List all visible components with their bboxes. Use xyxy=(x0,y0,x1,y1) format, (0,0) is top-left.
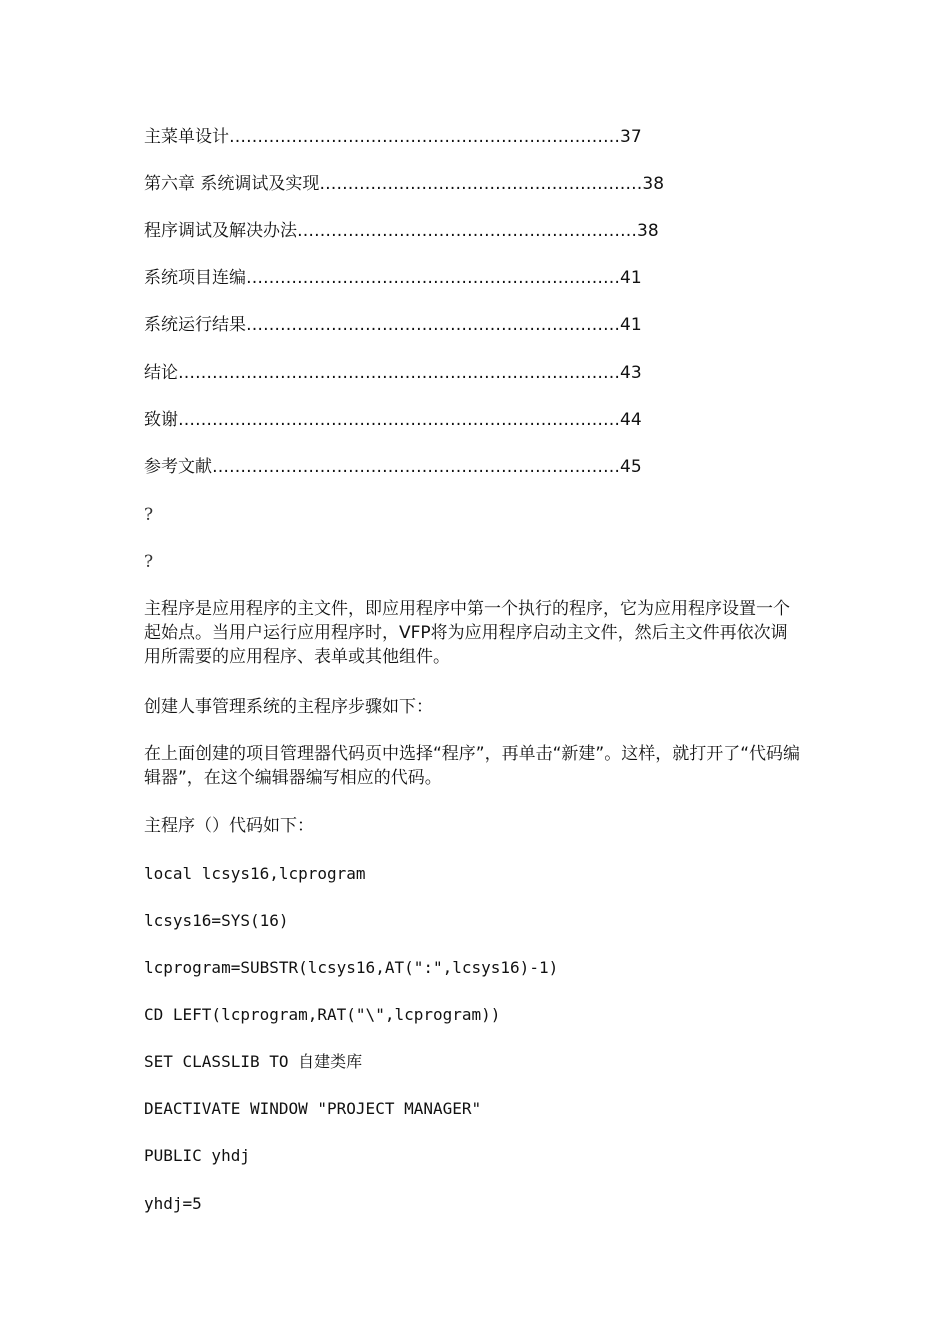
toc-page-number: 38 xyxy=(642,174,665,194)
toc-title: 致谢 xyxy=(144,410,178,430)
code-line: local lcsys16,lcprogram xyxy=(144,864,366,883)
body-paragraph: 在上面创建的项目管理器代码页中选择“程序”，再单击“新建”。这样，就打开了“代码编辑器”，在这个编辑器编写相应的代码。 xyxy=(144,744,801,788)
toc-entry xyxy=(144,172,664,196)
toc-entry xyxy=(144,219,659,243)
code-line: lcsys16=SYS(16) xyxy=(144,911,289,930)
toc-leader-dots: …………………………………………………………………… xyxy=(178,363,620,383)
toc-title: 第六章 系统调试及实现 xyxy=(144,174,320,194)
toc-page-number: 38 xyxy=(637,221,659,241)
toc-leader-dots: …………………………………………………………… xyxy=(229,127,620,147)
toc-title: 程序调试及解决办法 xyxy=(144,221,297,241)
code-line: yhdj=5 xyxy=(144,1194,202,1213)
toc-page-number: 41 xyxy=(620,268,642,288)
code-line: PUBLIC yhdj xyxy=(144,1146,250,1165)
body-paragraph: 主程序（）代码如下： xyxy=(144,816,314,836)
toc-title: 系统项目连编 xyxy=(144,268,246,288)
toc-entry xyxy=(144,361,642,385)
placeholder-mark: ? xyxy=(144,552,154,572)
code-line: SET CLASSLIB TO 自建类库 xyxy=(144,1052,363,1071)
toc-title: 结论 xyxy=(144,363,178,383)
toc-title: 系统运行结果 xyxy=(144,315,246,335)
code-line: CD LEFT(lcprogram,RAT("\",lcprogram)) xyxy=(144,1005,501,1024)
toc-page-number: 43 xyxy=(620,363,642,383)
toc-title: 参考文献 xyxy=(144,457,212,477)
code-line: DEACTIVATE WINDOW "PROJECT MANAGER" xyxy=(144,1099,482,1118)
toc-entry xyxy=(144,408,642,432)
placeholder-mark: ? xyxy=(144,505,154,525)
code-line: lcprogram=SUBSTR(lcsys16,AT(":",lcsys16)-1) xyxy=(144,958,559,977)
toc-leader-dots: ………………………………………………………… xyxy=(246,268,620,288)
body-paragraph: 主程序是应用程序的主文件，即应用程序中第一个执行的程序，它为应用程序设置一个起始点。当用户运行应用程序时，VFP将为应用程序启动主文件，然后主文件再依次调用所需要的应用程序、表单或其他组件。 xyxy=(144,599,790,667)
toc-entry xyxy=(144,125,642,149)
toc-page-number: 45 xyxy=(620,457,642,477)
toc-entry xyxy=(144,266,642,290)
toc-leader-dots: …………………………………………………… xyxy=(297,221,637,241)
toc-leader-dots: ……………………………………………………………… xyxy=(212,457,620,477)
toc-page-number: 44 xyxy=(620,410,642,430)
toc-leader-dots: …………………………………………………………………… xyxy=(178,410,620,430)
toc-leader-dots: ………………………………………………… xyxy=(319,174,643,194)
toc-page-number: 37 xyxy=(620,127,642,147)
toc-leader-dots: ………………………………………………………… xyxy=(246,315,620,335)
toc-entry xyxy=(144,313,642,337)
toc-entry xyxy=(144,455,642,479)
toc-page-number: 41 xyxy=(620,315,642,335)
toc-title: 主菜单设计 xyxy=(144,127,229,147)
body-paragraph: 创建人事管理系统的主程序步骤如下： xyxy=(144,697,433,717)
